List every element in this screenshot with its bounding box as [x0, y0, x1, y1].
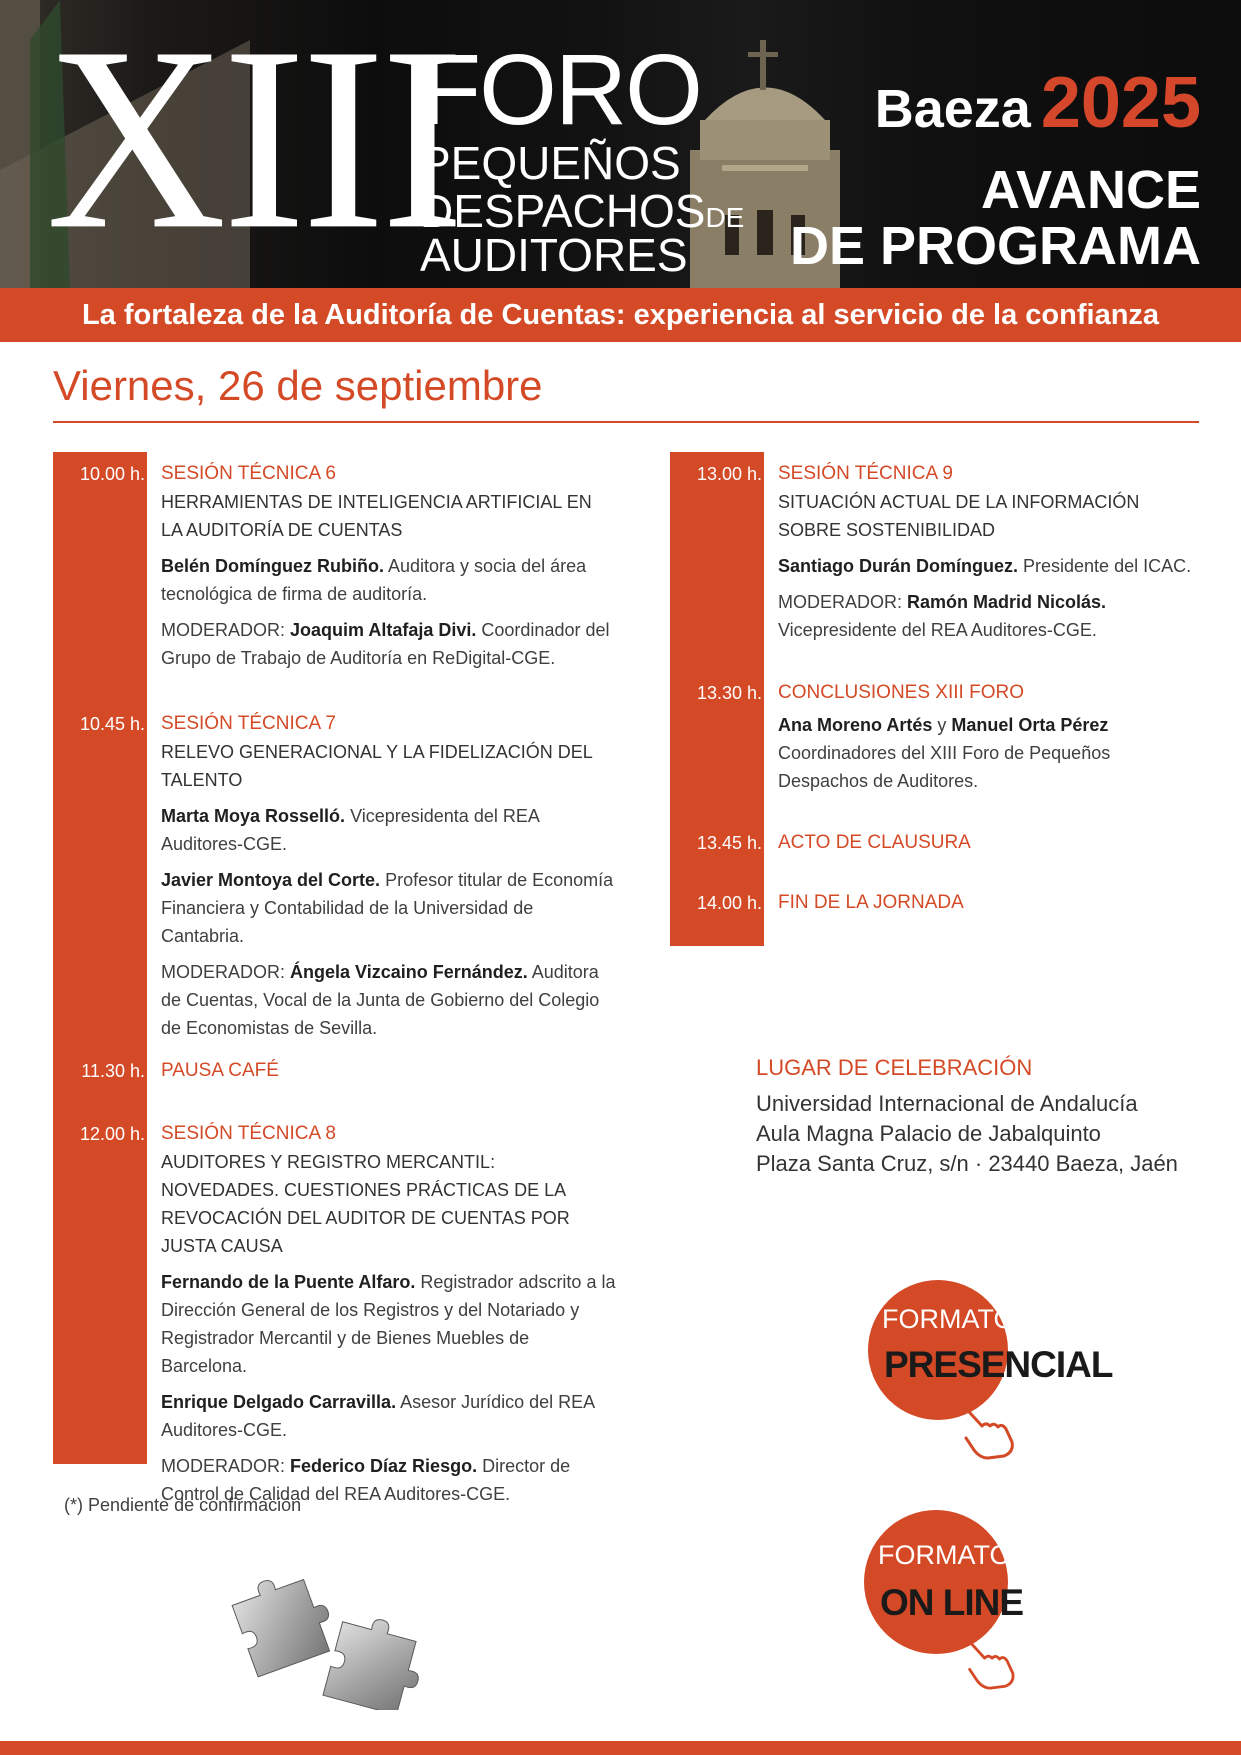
venue-room: Aula Magna Palacio de Jabalquinto	[756, 1121, 1101, 1146]
speaker-role: Profesor titular de Economía Financiera y Contabilidad de la Universidad de Cantabria.	[161, 870, 614, 946]
moderator-label: MODERADOR:	[161, 962, 291, 982]
place-year	[875, 62, 1201, 144]
moderator-label: MODERADOR:	[778, 592, 908, 612]
moderator-role: Coordinador del Grupo de Trabajo de Auditoría en ReDigital-CGE.	[161, 620, 610, 668]
title-divider	[53, 421, 1199, 423]
time-label: 13.00 h.	[696, 464, 762, 484]
moderator-entry	[778, 588, 1203, 644]
foro-word: FORO	[420, 34, 701, 146]
timeline-bar-left	[53, 452, 147, 1464]
session-title: FIN DE LA JORNADA	[778, 892, 964, 913]
time-label: 10.45 h.	[79, 714, 145, 734]
badge-line1: FORMATO	[882, 1304, 1015, 1334]
session-block	[778, 460, 1203, 644]
speaker-role: Asesor Jurídico del REA Auditores-CGE.	[161, 1392, 595, 1440]
speaker-joiner: y	[932, 715, 952, 735]
speaker-entry	[161, 866, 616, 950]
footnote: (*) Pendiente de confirmación	[64, 1495, 302, 1515]
speaker-name: Marta Moya Rosselló.	[161, 806, 346, 826]
event-subtitle: La fortaleza de la Auditoría de Cuentas: experiencia al servicio de la confianza	[81, 298, 1160, 331]
foro-auditores: AUDITORES	[420, 229, 688, 281]
avance-programa	[790, 162, 1201, 274]
foro-despachos-word: DESPACHOS	[420, 185, 706, 237]
speaker-role: Presidente del ICAC.	[1018, 556, 1192, 576]
hand-pointer-icon	[952, 1396, 1032, 1460]
event-place: Baeza	[874, 79, 1031, 139]
time-label: 13.45 h.	[696, 833, 762, 853]
speaker-entry	[778, 552, 1203, 580]
speaker-entry	[161, 1268, 616, 1380]
session-block	[778, 889, 1203, 917]
time-label: 13.30 h.	[696, 683, 762, 703]
moderator-entry	[161, 958, 616, 1042]
moderator-entry	[161, 616, 616, 672]
formato-online-badge[interactable]	[862, 1510, 1102, 1690]
hand-pointer-icon	[954, 1630, 1034, 1690]
speaker-name: Belén Domínguez Rubiño.	[161, 556, 384, 576]
session-topic: AUDITORES Y REGISTRO MERCANTIL: NOVEDADES. CUESTIONES PRÁCTICAS DE LA REVOCACIÓN DEL AUDITOR DE CUENTAS POR JUSTA CAUSA	[161, 1152, 570, 1256]
venue-name: Universidad Internacional de Andalucía	[756, 1091, 1138, 1116]
event-year: 2025	[1040, 63, 1201, 143]
speaker-entry	[778, 711, 1203, 739]
header-banner	[0, 0, 1241, 288]
session-topic: SITUACIÓN ACTUAL DE LA INFORMACIÓN SOBRE SOSTENIBILIDAD	[778, 492, 1140, 540]
session-block	[161, 1057, 616, 1085]
venue-address: Plaza Santa Cruz, s/n · 23440 Baeza, Jaén	[756, 1151, 1178, 1176]
moderator-name: Federico Díaz Riesgo.	[290, 1456, 478, 1476]
session-topic: HERRAMIENTAS DE INTELIGENCIA ARTIFICIAL EN LA AUDITORÍA DE CUENTAS	[161, 492, 592, 540]
session-block	[161, 460, 616, 672]
session-title: CONCLUSIONES XIII FORO	[778, 682, 1024, 703]
session-title: SESIÓN TÉCNICA 8	[161, 1123, 336, 1144]
formato-presencial-badge[interactable]	[866, 1280, 1113, 1460]
badge-line1: FORMATO	[878, 1540, 1011, 1570]
badge-line2: PRESENCIAL	[884, 1344, 1113, 1385]
foro-pequenos: PEQUEÑOS	[420, 137, 681, 189]
moderator-name: Ramón Madrid Nicolás.	[907, 592, 1107, 612]
speaker-name: Javier Montoya del Corte.	[161, 870, 381, 890]
speaker-role: Registrador adscrito a la Dirección General de los Registros y del Notariado y Registrador Mercantil y de Bienes Muebles de Barcelona.	[161, 1272, 616, 1376]
moderator-name: Ángela Vizcaino Fernández.	[290, 962, 528, 982]
moderator-role: Director de Control de Calidad del REA Auditores-CGE.	[161, 1456, 571, 1504]
speaker-entry	[161, 1388, 616, 1444]
puzzle-pieces-icon	[230, 1570, 430, 1710]
session-topic: RELEVO GENERACIONAL Y LA FIDELIZACIÓN DEL TALENTO	[161, 742, 593, 790]
session-block	[161, 710, 616, 1042]
moderator-label: MODERADOR:	[161, 1456, 291, 1476]
speaker-name: Fernando de la Puente Alfaro.	[161, 1272, 416, 1292]
avance-line-1: AVANCE	[980, 160, 1201, 220]
venue-heading: LUGAR DE CELEBRACIÓN	[756, 1055, 1033, 1080]
time-label: 11.30 h.	[81, 1061, 145, 1081]
session-title: SESIÓN TÉCNICA 7	[161, 713, 336, 734]
badge-line2: ON LINE	[880, 1582, 1024, 1623]
speaker-name: Santiago Durán Domínguez.	[778, 556, 1019, 576]
speaker-entry	[161, 802, 616, 858]
day-title: Viernes, 26 de septiembre	[53, 362, 543, 409]
speaker-name: Ana Moreno Artés	[778, 715, 933, 735]
speaker-name: Manuel Orta Pérez	[951, 715, 1109, 735]
speaker-entry	[161, 552, 616, 608]
session-title: ACTO DE CLAUSURA	[778, 832, 971, 853]
session-block	[778, 679, 1203, 795]
speaker-role: Vicepresidenta del REA Auditores-CGE.	[161, 806, 539, 854]
session-title: SESIÓN TÉCNICA 6	[161, 463, 336, 484]
speaker-role: Auditora y socia del área tecnológica de firma de auditoría.	[161, 556, 587, 604]
time-label: 10.00 h.	[79, 464, 145, 484]
time-label: 14.00 h.	[696, 893, 762, 913]
bottom-accent-line	[0, 1741, 1241, 1755]
avance-line-2: DE PROGRAMA	[789, 216, 1201, 276]
time-label: 12.00 h.	[79, 1124, 145, 1144]
subtitle-bar	[0, 288, 1241, 342]
session-block	[778, 829, 1203, 857]
moderator-role: Vicepresidente del REA Auditores-CGE.	[778, 620, 1097, 640]
session-title: SESIÓN TÉCNICA 9	[778, 463, 953, 484]
moderator-label: MODERADOR:	[161, 620, 291, 640]
edition-numeral: XIII	[46, 0, 461, 285]
moderator-name: Joaquim Altafaja Divi.	[290, 620, 477, 640]
session-title: PAUSA CAFÉ	[161, 1060, 279, 1081]
speaker-name: Enrique Delgado Carravilla.	[161, 1392, 397, 1412]
moderator-role: Auditora de Cuentas, Vocal de la Junta de Gobierno del Colegio de Economistas de Sevilla.	[161, 962, 600, 1038]
foro-de-word: DE	[705, 202, 745, 233]
session-block	[161, 1120, 616, 1508]
speaker-role: Coordinadores del XIII Foro de Pequeños Despachos de Auditores.	[778, 743, 1111, 791]
